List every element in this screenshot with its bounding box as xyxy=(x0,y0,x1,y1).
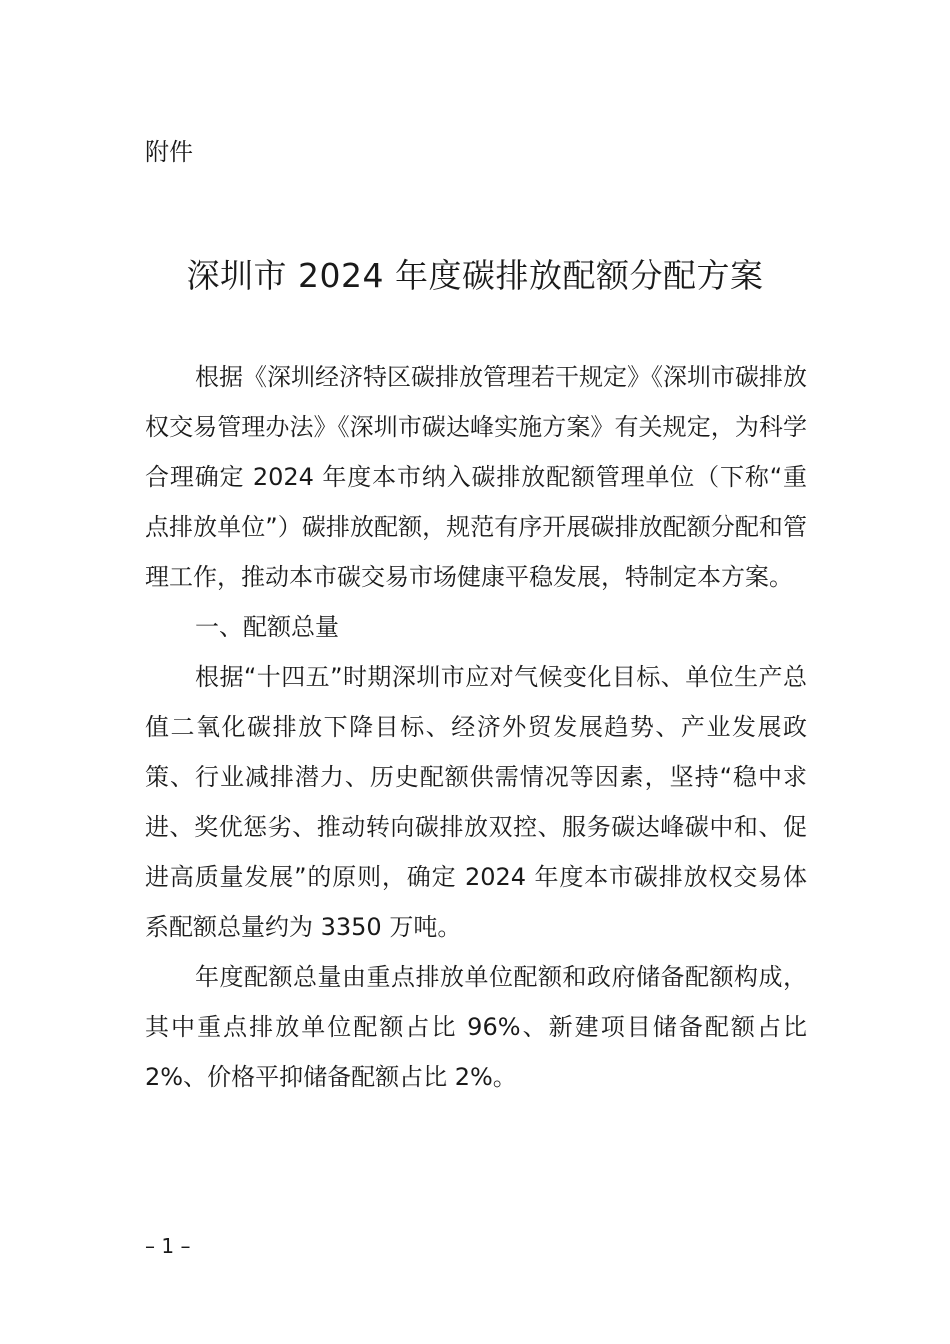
document-title: 深圳市 2024 年度碳排放配额分配方案 xyxy=(186,256,764,295)
document-body xyxy=(145,352,807,1102)
section-heading-total-quota: 一、配额总量 xyxy=(195,613,339,641)
attachment-label: 附件 xyxy=(145,138,193,166)
paragraph-quota-composition: 年度配额总量由重点排放单位配额和政府储备配额构成，其中重点排放单位配额占比 96%、新建项目储备配额占比 2%、价格平抑储备配额占比 2%。 xyxy=(145,963,807,1091)
page-number: – 1 – xyxy=(145,1234,191,1258)
paragraph-total-quota: 根据“十四五”时期深圳市应对气候变化目标、单位生产总值二氧化碳排放下降目标、经济外贸发展趋势、产业发展政策、行业减排潜力、历史配额供需情况等因素，坚持“稳中求进、奖优惩劣、推动转向碳排放双控、服务碳达峰碳中和、促进高质量发展”的原则，确定 2024 年度本市碳排放权交易体系配额总量约为 3350 万吨。 xyxy=(145,663,807,941)
paragraph-basis: 根据《深圳经济特区碳排放管理若干规定》《深圳市碳排放权交易管理办法》《深圳市碳达峰实施方案》有关规定，为科学合理确定 2024 年度本市纳入碳排放配额管理单位（下称“重点排放单位”）碳排放配额，规范有序开展碳排放配额分配和管理工作，推动本市碳交易市场健康平稳发展，特制定本方案。 xyxy=(145,363,807,591)
